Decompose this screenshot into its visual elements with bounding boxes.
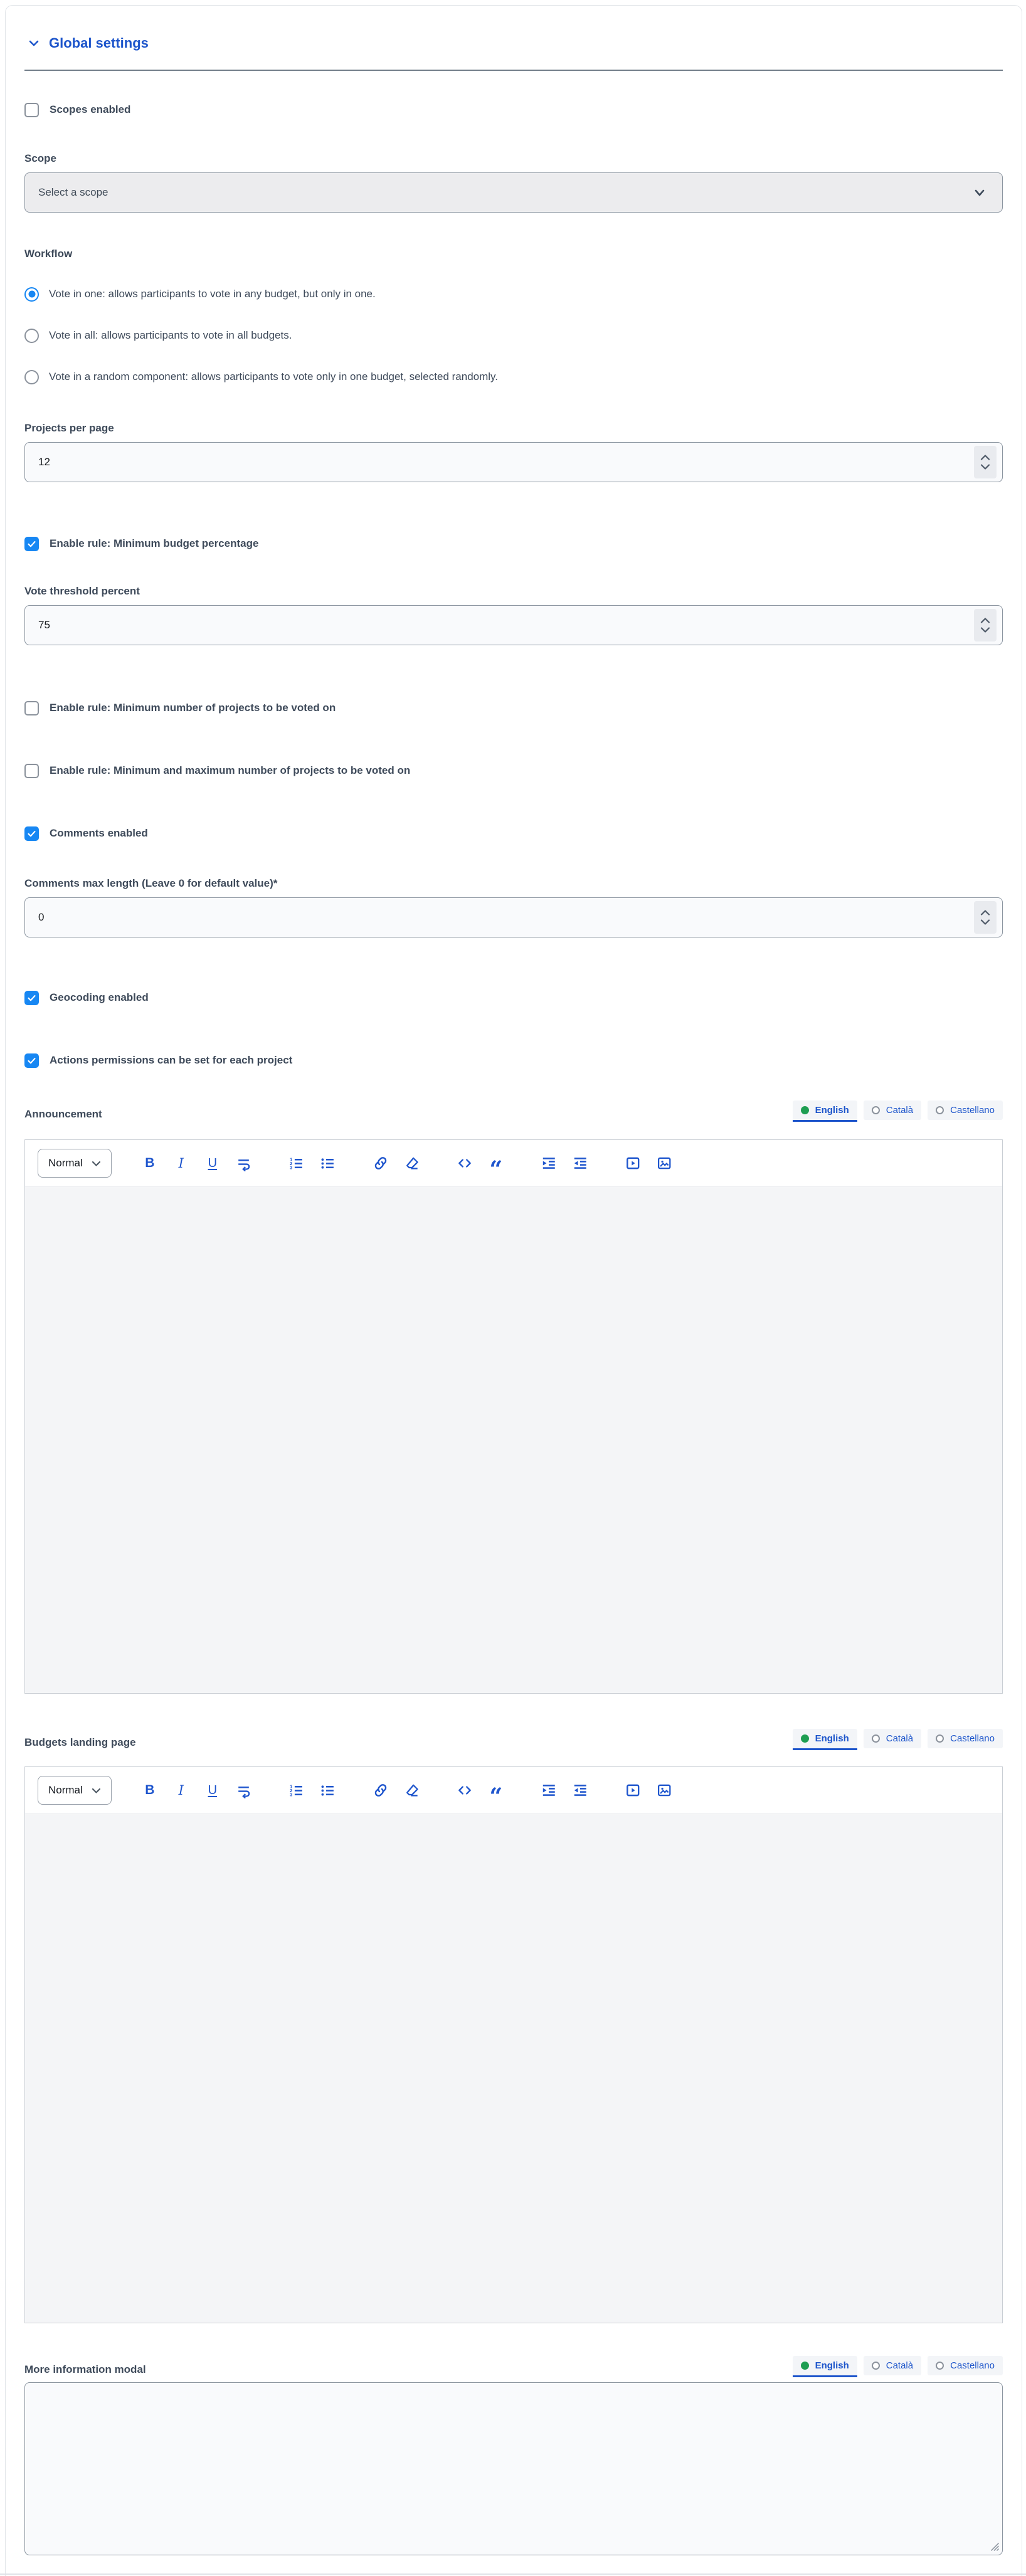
indent-increase-icon[interactable] (539, 1781, 558, 1800)
video-icon[interactable] (623, 1781, 642, 1800)
budgets-landing-page-label: Budgets landing page (24, 1736, 136, 1748)
chevron-up-icon (980, 910, 990, 916)
italic-icon[interactable]: I (178, 1783, 184, 1798)
workflow-option-vote-random[interactable]: Vote in a random component: allows participants to vote only in one budget, selected randomly. (24, 369, 1003, 384)
scopes-enabled-checkbox[interactable] (24, 103, 39, 117)
indent-decrease-icon[interactable] (571, 1154, 590, 1173)
scope-select[interactable] (24, 172, 1003, 213)
comments-enabled-checkbox[interactable] (24, 826, 39, 841)
global-settings-panel (5, 5, 1022, 2576)
workflow-option-vote-in-all[interactable]: Vote in all: allows participants to vote in all budgets. (24, 328, 1003, 343)
rule-min-projects-checkbox[interactable] (24, 701, 39, 715)
workflow-label: Workflow (24, 248, 73, 260)
geocoding-enabled-row[interactable]: Geocoding enabled (24, 990, 1003, 1005)
radio-unselected-icon[interactable] (24, 370, 39, 384)
announcement-editor (24, 1139, 1003, 1694)
svg-text:2: 2 (290, 1160, 293, 1166)
bold-icon[interactable]: B (145, 1783, 155, 1797)
hollow-dot-icon (872, 2362, 880, 2370)
chevron-down-icon (92, 1161, 101, 1166)
chevron-up-icon (980, 618, 990, 623)
image-icon[interactable] (655, 1781, 674, 1800)
filled-dot-icon (801, 1734, 809, 1743)
scopes-enabled-label: Scopes enabled (50, 103, 131, 115)
projects-per-page-label: Projects per page (24, 422, 114, 434)
editor-toolbar (25, 1140, 1002, 1186)
chevron-down-icon (92, 1788, 101, 1793)
code-view-icon[interactable] (455, 1154, 474, 1173)
filled-dot-icon (801, 2362, 809, 2370)
text-wrap-icon[interactable] (235, 1154, 253, 1173)
hollow-dot-icon (936, 1734, 944, 1743)
double-quotes-icon[interactable]: “ (489, 1783, 503, 1810)
bold-icon[interactable]: B (145, 1156, 155, 1170)
scope-label: Scope (24, 152, 57, 164)
announcement-editor-content[interactable] (25, 1186, 1002, 1693)
ordered-list-icon[interactable] (287, 1781, 306, 1800)
workflow-option-vote-in-one[interactable]: Vote in one: allows participants to vote in any budget, but only in one. (24, 287, 1003, 302)
indent-increase-icon[interactable] (539, 1154, 558, 1173)
comments-enabled-row[interactable]: Comments enabled (24, 826, 1003, 841)
indent-decrease-icon[interactable] (571, 1781, 590, 1800)
underline-icon[interactable]: U (208, 1156, 218, 1170)
number-stepper[interactable] (974, 609, 997, 641)
budgets-landing-page-editor-content[interactable] (25, 1813, 1002, 2323)
format-clear-icon[interactable] (403, 1154, 421, 1173)
radio-selected-icon[interactable] (24, 287, 39, 302)
svg-text:3: 3 (290, 1792, 293, 1798)
link-icon[interactable] (371, 1154, 390, 1173)
svg-text:1: 1 (290, 1783, 293, 1790)
check-icon (27, 539, 36, 549)
hollow-dot-icon (872, 1106, 880, 1114)
unordered-list-icon[interactable] (319, 1781, 337, 1800)
check-icon (27, 1056, 36, 1065)
chevron-up-icon (980, 455, 990, 460)
resize-grip-icon (990, 2542, 1000, 2552)
rule-min-max-projects-row[interactable]: Enable rule: Minimum and maximum number of projects to be voted on (24, 763, 1003, 778)
tab-language-catala[interactable]: Català (864, 1729, 921, 1748)
page-title: Global settings (49, 35, 149, 51)
ordered-list-icon[interactable] (287, 1154, 306, 1173)
comments-max-length-label: Comments max length (Leave 0 for default value)* (24, 877, 278, 889)
actions-permissions-row[interactable]: Actions permissions can be set for each project (24, 1053, 1003, 1068)
image-icon[interactable] (655, 1154, 674, 1173)
video-icon[interactable] (623, 1154, 642, 1173)
editor-toolbar (25, 1767, 1002, 1813)
number-stepper[interactable] (974, 901, 997, 934)
section-boundary-line (0, 2573, 1026, 2575)
vote-threshold-label: Vote threshold percent (24, 585, 140, 597)
paragraph-style-select[interactable]: Normal (38, 1149, 112, 1178)
more-information-modal-label: More information modal (24, 2363, 146, 2375)
budgets-landing-page-editor (24, 1766, 1003, 2323)
double-quotes-icon[interactable]: “ (489, 1156, 503, 1183)
scope-select-value: Select a scope (38, 186, 108, 198)
vote-threshold-input[interactable] (24, 605, 1003, 645)
language-tabs (793, 2356, 1003, 2377)
tab-language-catala[interactable]: Català (864, 1101, 921, 1120)
rule-min-projects-row[interactable]: Enable rule: Minimum number of projects to be voted on (24, 700, 1003, 715)
format-clear-icon[interactable] (403, 1781, 421, 1800)
link-icon[interactable] (371, 1781, 390, 1800)
rule-min-max-projects-checkbox[interactable] (24, 764, 39, 778)
number-stepper[interactable] (974, 446, 997, 478)
chevron-down-icon (972, 185, 987, 200)
chevron-down-icon (27, 36, 41, 50)
projects-per-page-input[interactable] (24, 442, 1003, 482)
rule-min-budget-row[interactable]: Enable rule: Minimum budget percentage (24, 536, 1003, 551)
svg-text:3: 3 (290, 1164, 293, 1171)
tab-language-english[interactable]: English (793, 1101, 857, 1122)
hollow-dot-icon (872, 1734, 880, 1743)
code-view-icon[interactable] (455, 1781, 474, 1800)
tab-language-catala[interactable]: Català (864, 2356, 921, 2375)
svg-text:1: 1 (290, 1156, 293, 1163)
resize-handle[interactable] (990, 2542, 1000, 2552)
paragraph-style-select[interactable]: Normal (38, 1776, 112, 1805)
radio-unselected-icon[interactable] (24, 329, 39, 343)
svg-text:2: 2 (290, 1787, 293, 1793)
tab-language-english[interactable]: English (793, 1729, 857, 1750)
text-wrap-icon[interactable] (235, 1781, 253, 1800)
actions-permissions-checkbox[interactable] (24, 1053, 39, 1068)
tab-language-english[interactable]: English (793, 2356, 857, 2377)
underline-icon[interactable]: U (208, 1783, 218, 1797)
header-divider (24, 70, 1003, 71)
global-settings-header[interactable] (27, 33, 1003, 53)
more-information-modal-textarea[interactable] (24, 2382, 1003, 2555)
chevron-down-icon (980, 627, 990, 633)
tab-language-castellano[interactable]: Castellano (928, 2356, 1003, 2375)
announcement-label: Announcement (24, 1108, 102, 1120)
unordered-list-icon[interactable] (319, 1154, 337, 1173)
rule-min-budget-checkbox[interactable] (24, 537, 39, 551)
language-tabs (793, 1729, 1003, 1750)
language-tabs (793, 1101, 1003, 1122)
chevron-down-icon (980, 919, 990, 925)
chevron-down-icon (980, 464, 990, 470)
hollow-dot-icon (936, 1106, 944, 1114)
italic-icon[interactable]: I (178, 1156, 184, 1171)
geocoding-enabled-checkbox[interactable] (24, 991, 39, 1005)
comments-max-length-input[interactable] (24, 897, 1003, 937)
scopes-enabled-row[interactable] (24, 102, 1003, 117)
check-icon (27, 993, 36, 1003)
check-icon (27, 829, 36, 838)
hollow-dot-icon (936, 2362, 944, 2370)
filled-dot-icon (801, 1106, 809, 1114)
tab-language-castellano[interactable]: Castellano (928, 1729, 1003, 1748)
tab-language-castellano[interactable]: Castellano (928, 1101, 1003, 1120)
